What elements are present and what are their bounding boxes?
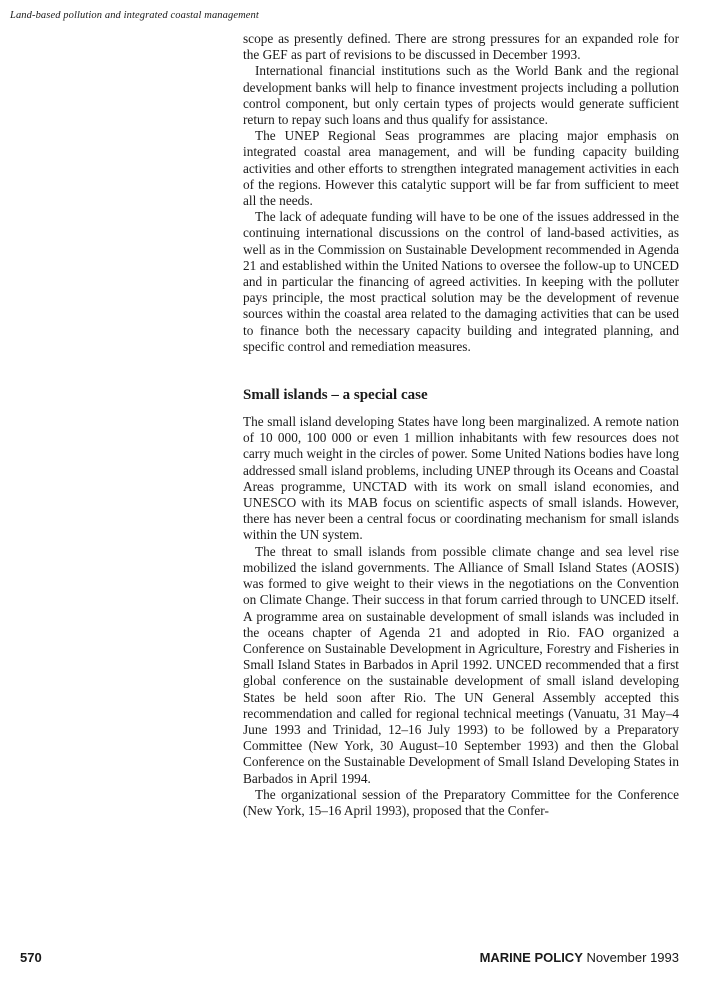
journal-name: MARINE POLICY bbox=[479, 950, 583, 965]
journal-citation bbox=[480, 950, 679, 965]
paragraph: International financial institutions such as the World Bank and the regional development banks will help to finance investment projects including a pollution control component, but only certain types of projects would generate sufficient return to repay such loans and thus qualify for assistance. bbox=[243, 63, 679, 128]
running-header: Land-based pollution and integrated coastal management bbox=[10, 10, 259, 21]
page-footer bbox=[0, 950, 703, 970]
page-number: 570 bbox=[20, 950, 42, 965]
paragraph: The threat to small islands from possible climate change and sea level rise mobilized the island governments. The Alliance of Small Island States (AOSIS) was formed to give weight to their views in the negotiations on the Convention on Climate Change. Their success in that forum carried through to UNCED itself. A programme area on sustainable development of small islands was included in the oceans chapter of Agenda 21 and adopted in Rio. FAO organized a Conference on Sustainable Development in Agriculture, Forestry and Fisheries in Small Island States in Barbados in April 1992. UNCED recommended that a first global conference on the sustainable development of small island developing States be held soon after Rio. The UN General Assembly accepted this recommendation and called for regional technical meetings (Vanuatu, 31 May–4 June 1993 and Trinidad, 12–16 July 1993) to be followed by a Preparatory Committee (New York, 30 August–10 September 1993) and then the Global Conference on the Sustainable Development of Small Island Developing States in Barbados in April 1994. bbox=[243, 543, 679, 786]
paragraph: The lack of adequate funding will have to be one of the issues addressed in the continuing international discussions on the control of land-based activities, as well as in the Commission on Sustainable Development recommended in Agenda 21 and established within the United Nations to oversee the follow-up to UNCED and in particular the financing of agreed activities. In keeping with the polluter pays principle, the most practical solution may be the development of revenue sources within the coastal area related to the damaging activities that can be used to finance both the necessary capacity building and integrated planning, and specific control and remediation measures. bbox=[243, 209, 679, 354]
paragraph: scope as presently defined. There are strong pressures for an expanded role for the GEF as part of revisions to be discussed in December 1993. bbox=[243, 31, 679, 63]
issue-date: November 1993 bbox=[586, 950, 679, 965]
text-column bbox=[243, 31, 679, 819]
paragraph: The organizational session of the Preparatory Committee for the Conference (New York, 15–16 April 1993), proposed that the Confer- bbox=[243, 786, 679, 818]
paragraph: The small island developing States have long been marginalized. A remote nation of 10 000, 100 000 or even 1 million inhabitants with few resources does not carry much weight in the circles of power. Some United Nations bodies have long addressed small island problems, including UNEP through its Oceans and Coastal Areas programme, UNCTAD with its work on small island economies, and UNESCO with its MAB focus on scientific aspects of small islands. However, there has never been a central focus or coordinating mechanism for small islands within the UN system. bbox=[243, 414, 679, 543]
section-heading: Small islands – a special case bbox=[243, 387, 428, 404]
paragraph: The UNEP Regional Seas programmes are placing major emphasis on integrated coastal area management, and will be funding capacity building activities and other efforts to strengthen integrated management activities in each of the regions. However this catalytic support will be far from sufficient to meet all the needs. bbox=[243, 128, 679, 209]
